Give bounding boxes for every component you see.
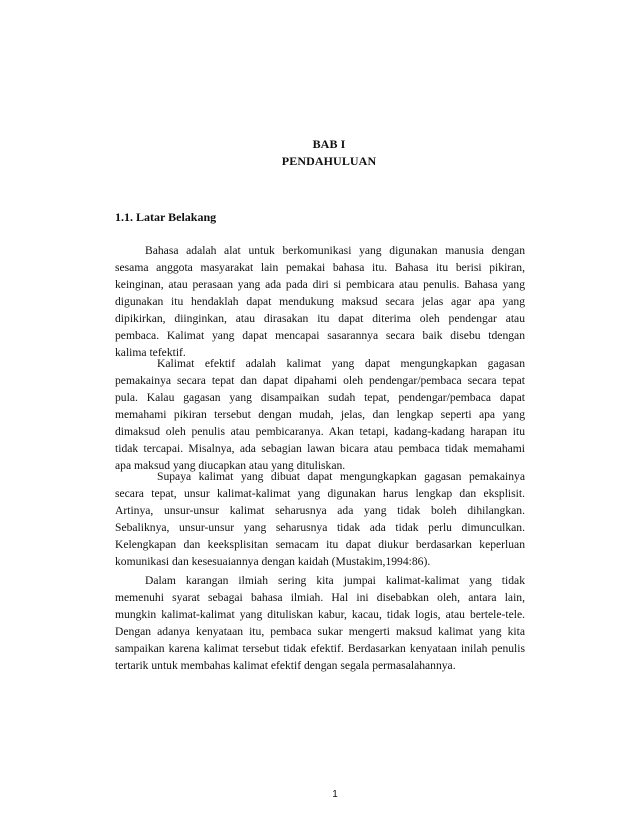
paragraph-line: memahami pikiran tersebut dengan mudah, jelas, dan lengkap seperti apa yang (115, 408, 525, 421)
paragraph-line: Dengan adanya kenyataan itu, pembaca sukar mengerti maksud kalimat yang kita (115, 625, 525, 638)
paragraph-line: pembaca. Kalimat yang dapat mencapai sasarannya secara baik disebu tdengan (115, 329, 525, 342)
paragraph-line: Kelengkapan dan keeksplisitan semacam itu dapat diukur berdasarkan keperluan (115, 538, 525, 551)
paragraph-line: komunikasi dan kesesuaiannya dengan kaidah (Mustakim,1994:86). (115, 555, 431, 568)
paragraph-line: Sebaliknya, unsur-unsur yang seharusnya tidak ada tidak perlu dimunculkan. (115, 521, 525, 534)
paragraph-line: sampaikan karena kalimat tersebut tidak efektif. Berdasarkan kenyataan inilah penulis (115, 642, 525, 655)
page-number: 1 (332, 789, 338, 800)
paragraph-line: sesama anggota masyarakat lain pemakai bahasa itu. Bahasa itu berisi pikiran, (115, 261, 525, 274)
chapter-title: PENDAHULUAN (281, 154, 377, 168)
paragraph-line: tidak tercapai. Misalnya, ada sebagian lawan bicara atau pembaca tidak memahami (115, 442, 525, 455)
paragraph-line: secara tepat, unsur kalimat-kalimat yang digunakan harus lengkap dan eksplisit. (115, 487, 525, 500)
chapter-heading: BAB I (312, 137, 346, 151)
paragraph-line: Artinya, unsur-unsur kalimat seharusnya ada yang tidak boleh dihilangkan. (115, 504, 525, 517)
paragraph-line: kalima tefektif. (115, 346, 186, 359)
section-title: 1.1. Latar Belakang (115, 210, 217, 224)
paragraph-line: dipikirkan, diinginkan, atau dirasakan itu dapat diterima oleh pendengar atau (115, 312, 525, 325)
paragraph-line: Bahasa adalah alat untuk berkomunikasi yang digunakan manusia dengan (145, 244, 525, 257)
paragraph-line: pula. Kalau gagasan yang disampaikan sudah tepat, pendengar/pembaca dapat (115, 391, 525, 404)
paragraph-2 (115, 355, 525, 474)
paragraph-line: tertarik untuk membahas kalimat efektif dengan segala permasalahannya. (115, 659, 456, 672)
paragraph-line: Kalimat efektif adalah kalimat yang dapat mengungkapkan gagasan (157, 357, 525, 370)
paragraph-line: keinginan, atau perasaan yang ada pada diri si pembicara atau penulis. Bahasa yang (115, 278, 525, 291)
paragraph-line: memenuhi syarat sebagai bahasa ilmiah. Hal ini disebabkan oleh, antara lain, (115, 591, 525, 604)
paragraph-line: digunakan itu hendaklah dapat mendukung maksud secara jelas agar apa yang (115, 295, 525, 308)
paragraph-line: Dalam karangan ilmiah sering kita jumpai kalimat-kalimat yang tidak (145, 574, 525, 587)
paragraph-line: mungkin kalimat-kalimat yang dituliskan kabur, kacau, tidak logis, atau bertele-tele. (115, 608, 525, 621)
paragraph-1 (115, 242, 525, 361)
paragraph-line: apa maksud yang diucapkan atau yang dituliskan. (115, 459, 346, 472)
paragraph-4 (115, 572, 525, 674)
paragraph-3 (115, 468, 525, 570)
paragraph-line: dimaksud oleh penulis atau pembicaranya. Akan tetapi, kadang-kadang harapan itu (115, 425, 525, 438)
paragraph-line: Supaya kalimat yang dibuat dapat mengungkapkan gagasan pemakainya (157, 470, 525, 483)
paragraph-line: pemakainya secara tepat dan dapat dipahami oleh pendengar/pembaca secara tepat (115, 374, 525, 387)
